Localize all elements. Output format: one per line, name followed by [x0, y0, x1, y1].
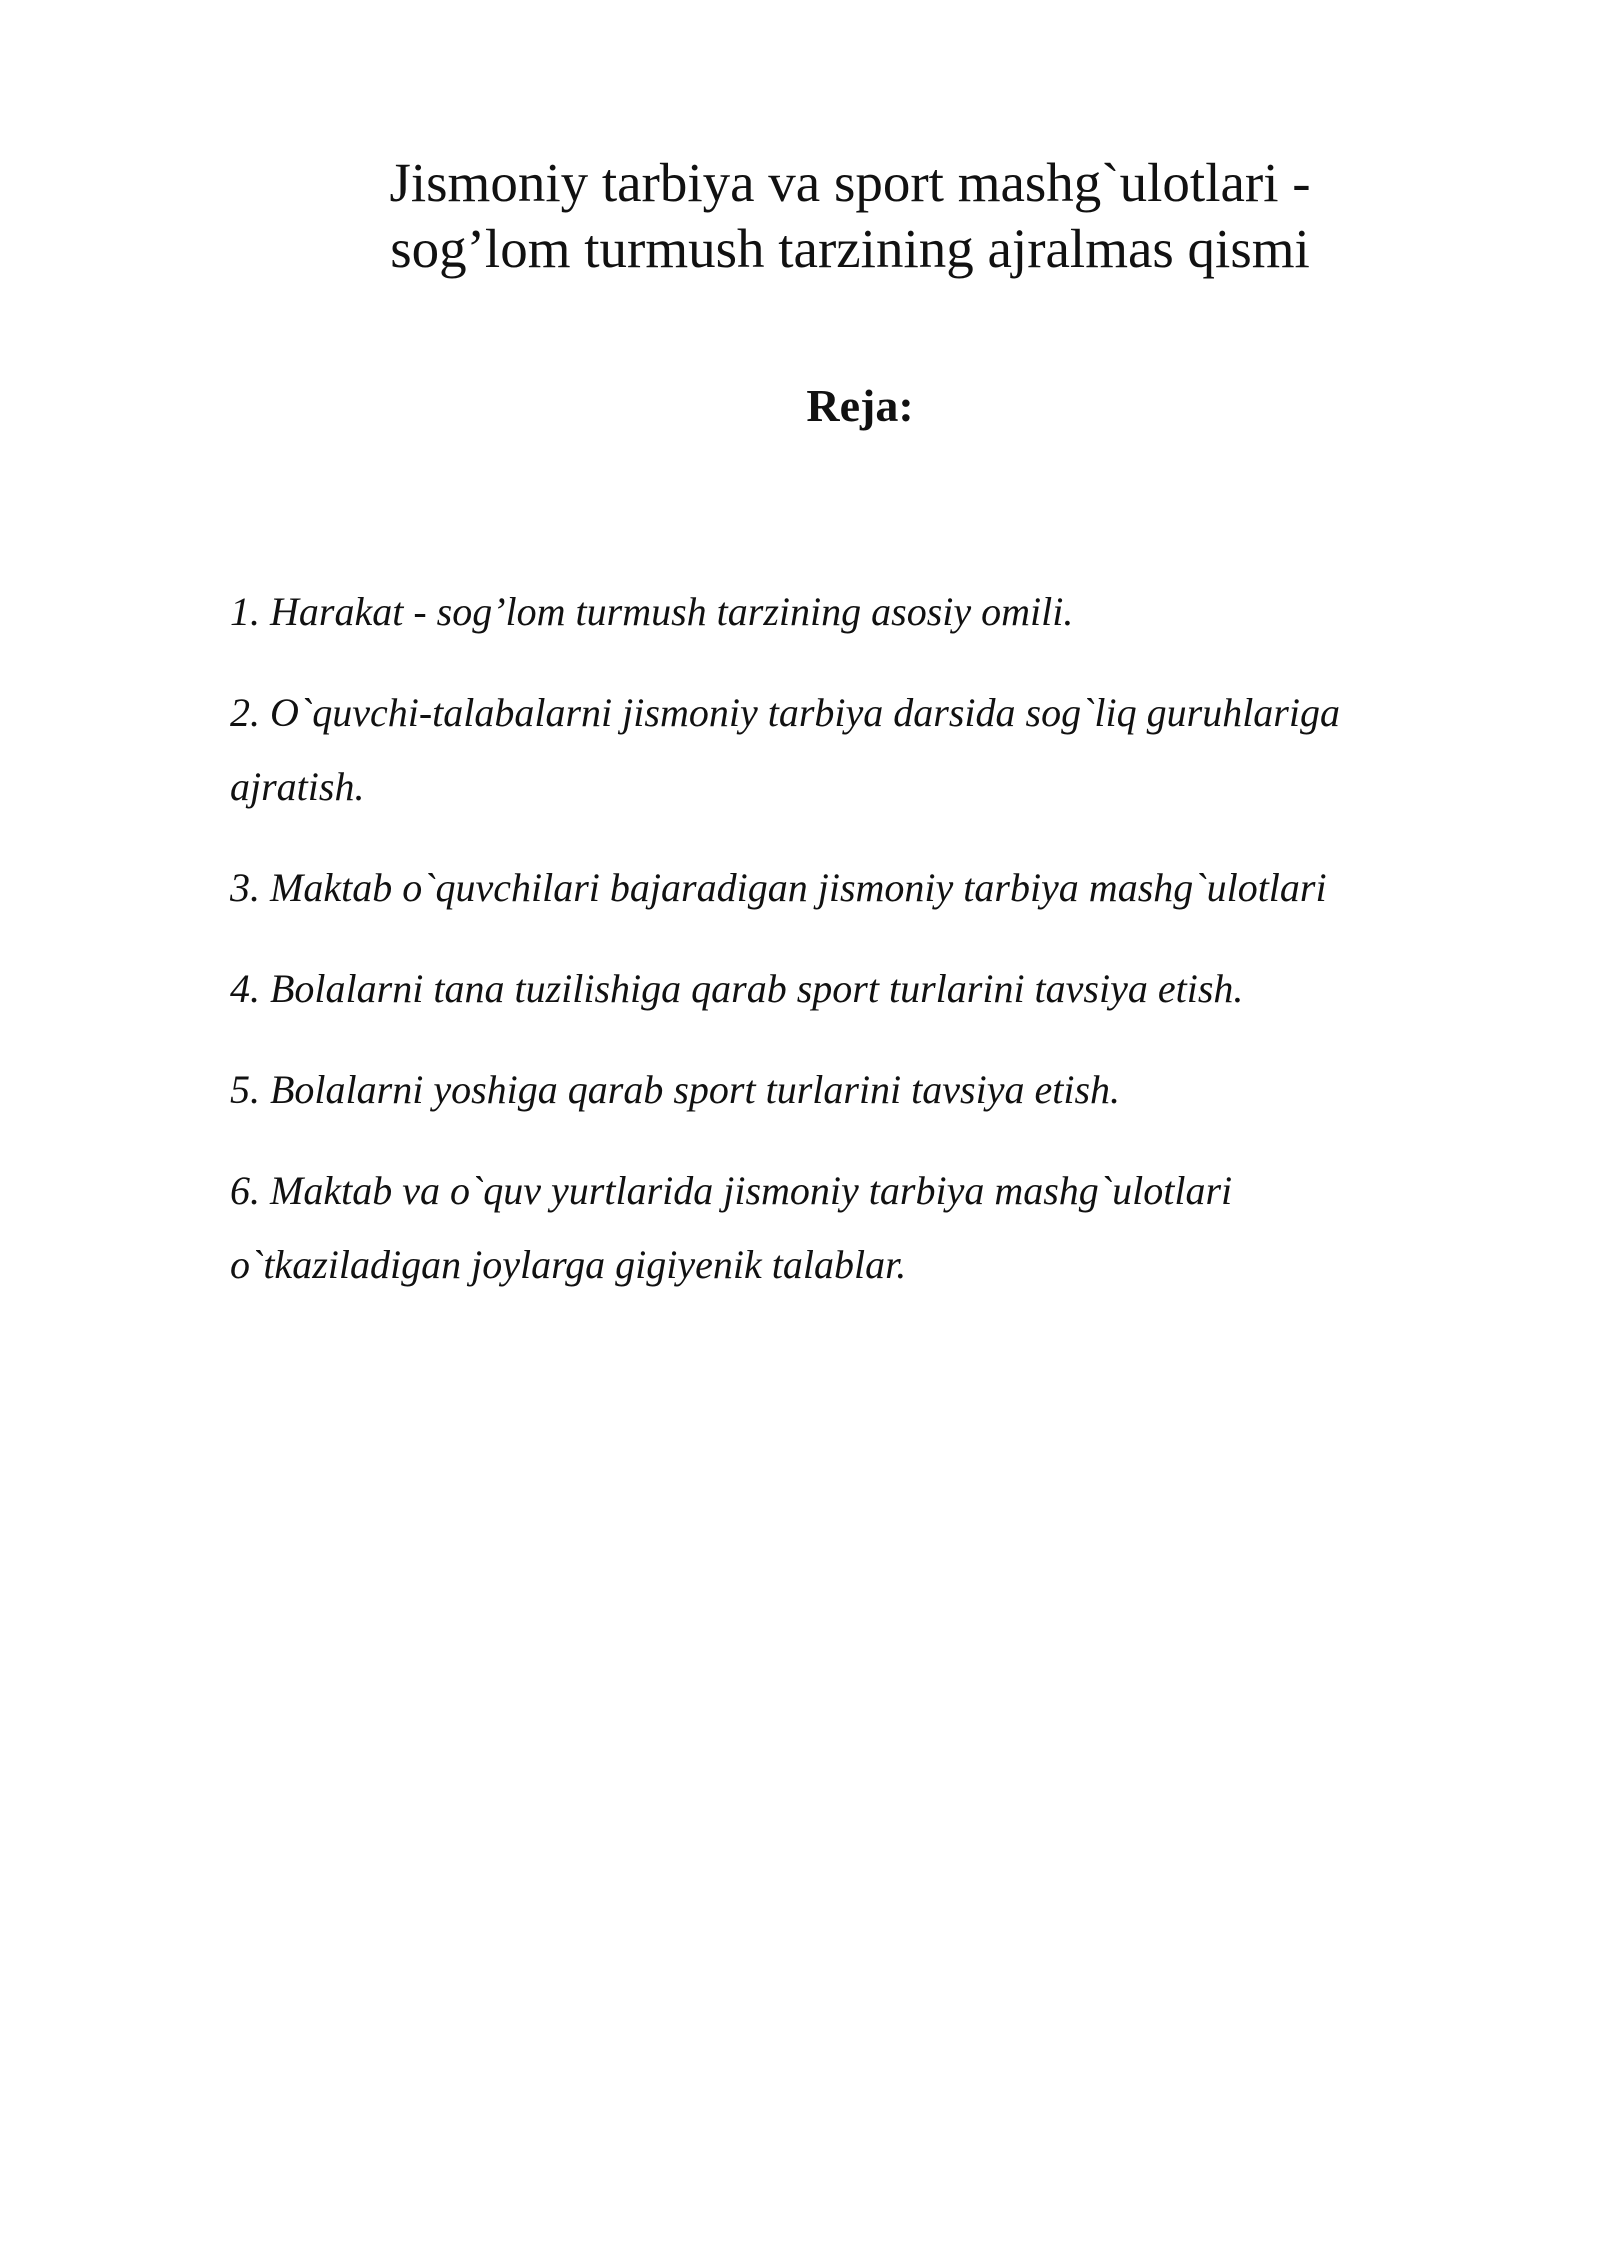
plan-item-line: o`tkaziladigan joylarga gigiyenik talablar. [230, 1242, 907, 1287]
plan-item-5 [230, 1053, 1440, 1127]
plan-item-line: ajratish. [230, 764, 365, 809]
plan-heading: Reja: [806, 380, 914, 431]
plan-item-line: 3. Maktab o`quvchilari bajaradigan jismoniy tarbiya mashg`ulotlari [230, 865, 1327, 910]
plan-item-4 [230, 952, 1440, 1026]
plan-item-line: 4. Bolalarni tana tuzilishiga qarab sport turlarini tavsiya etish. [230, 966, 1244, 1011]
plan-item-2 [230, 676, 1440, 824]
document-title [340, 150, 1360, 282]
plan-list [230, 575, 1440, 1329]
plan-item-line: 2. O`quvchi-talabalarni jismoniy tarbiya darsida sog`liq guruhlariga [230, 690, 1340, 735]
plan-item-6 [230, 1154, 1440, 1302]
plan-item-1 [230, 575, 1440, 649]
plan-item-line: 5. Bolalarni yoshiga qarab sport turlarini tavsiya etish. [230, 1067, 1121, 1112]
plan-item-line: 1. Harakat - sog’lom turmush tarzining asosiy omili. [230, 589, 1074, 634]
plan-item-line: 6. Maktab va o`quv yurtlarida jismoniy tarbiya mashg`ulotlari [230, 1168, 1233, 1213]
title-line-2: sog’lom turmush tarzining ajralmas qismi [390, 218, 1310, 279]
plan-item-3 [230, 851, 1440, 925]
title-line-1: Jismoniy tarbiya va sport mashg`ulotlari - [389, 152, 1311, 213]
